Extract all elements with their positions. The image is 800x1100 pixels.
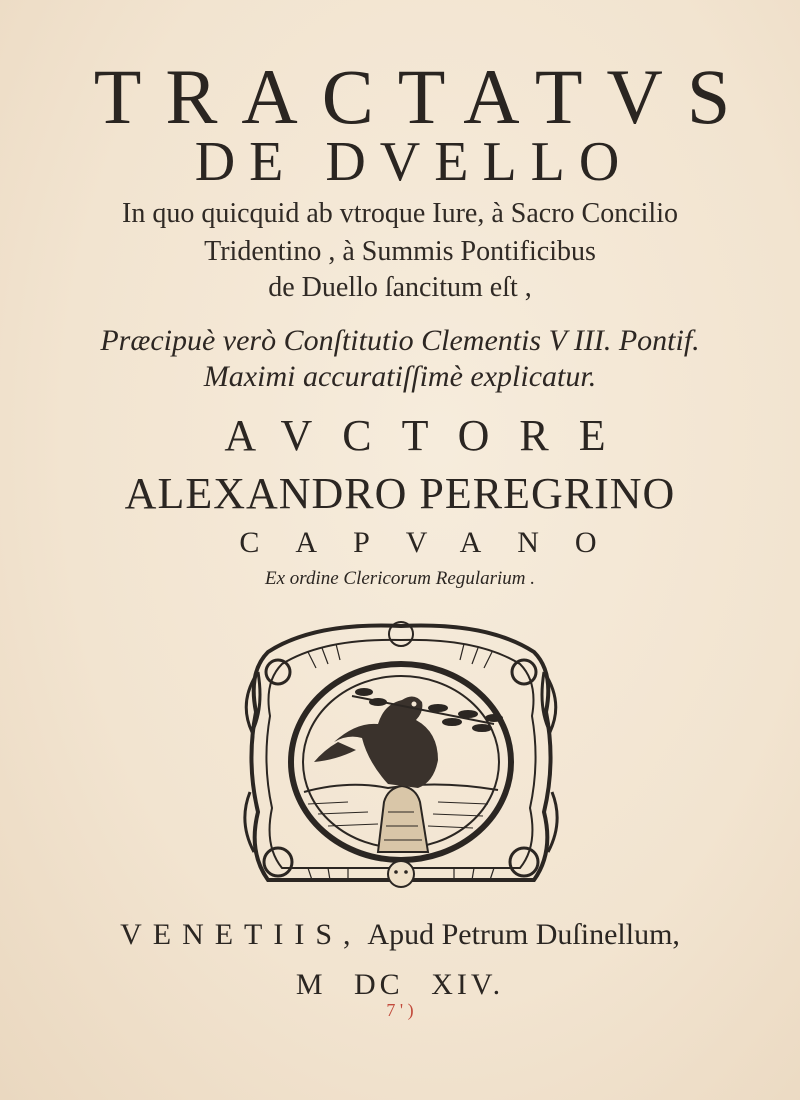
description-line-2: Tridentino , à Summis Pontificibus	[204, 236, 596, 267]
year-part-1: M	[295, 968, 327, 1001]
imprint-city: VENETIIS,	[120, 918, 362, 951]
auctore-heading: AVCTORE	[224, 411, 636, 460]
italic-line-2: Maximi accuratiſſimè explicatur.	[203, 360, 597, 393]
handwritten-mark: 7 ' )	[386, 1000, 414, 1020]
year-part-2: DC	[354, 968, 404, 1001]
description-line-3: de Duello ſancitum eſt ,	[268, 272, 532, 303]
description-line-1: In quo quicquid ab vtroque Iure, à Sacro Concilio	[122, 198, 678, 229]
book-title: TRACTATVS	[93, 53, 755, 140]
publication-year	[0, 968, 800, 1002]
eagle-emblem-icon	[238, 612, 564, 902]
imprint-line	[0, 918, 800, 952]
italic-line-1: Præcipuè verò Conſtitutio Clementis V III. Pontif.	[100, 324, 700, 357]
author-origin: CAPVANO	[239, 526, 633, 559]
author-name: ALEXANDRO PEREGRINO	[124, 469, 676, 518]
religious-order: Ex ordine Clericorum Regularium .	[264, 568, 535, 589]
imprint-publisher: Apud Petrum Duſinellum,	[367, 918, 680, 951]
year-part-3: XIV.	[431, 968, 505, 1001]
book-subtitle: DE DVELLO	[194, 131, 634, 193]
